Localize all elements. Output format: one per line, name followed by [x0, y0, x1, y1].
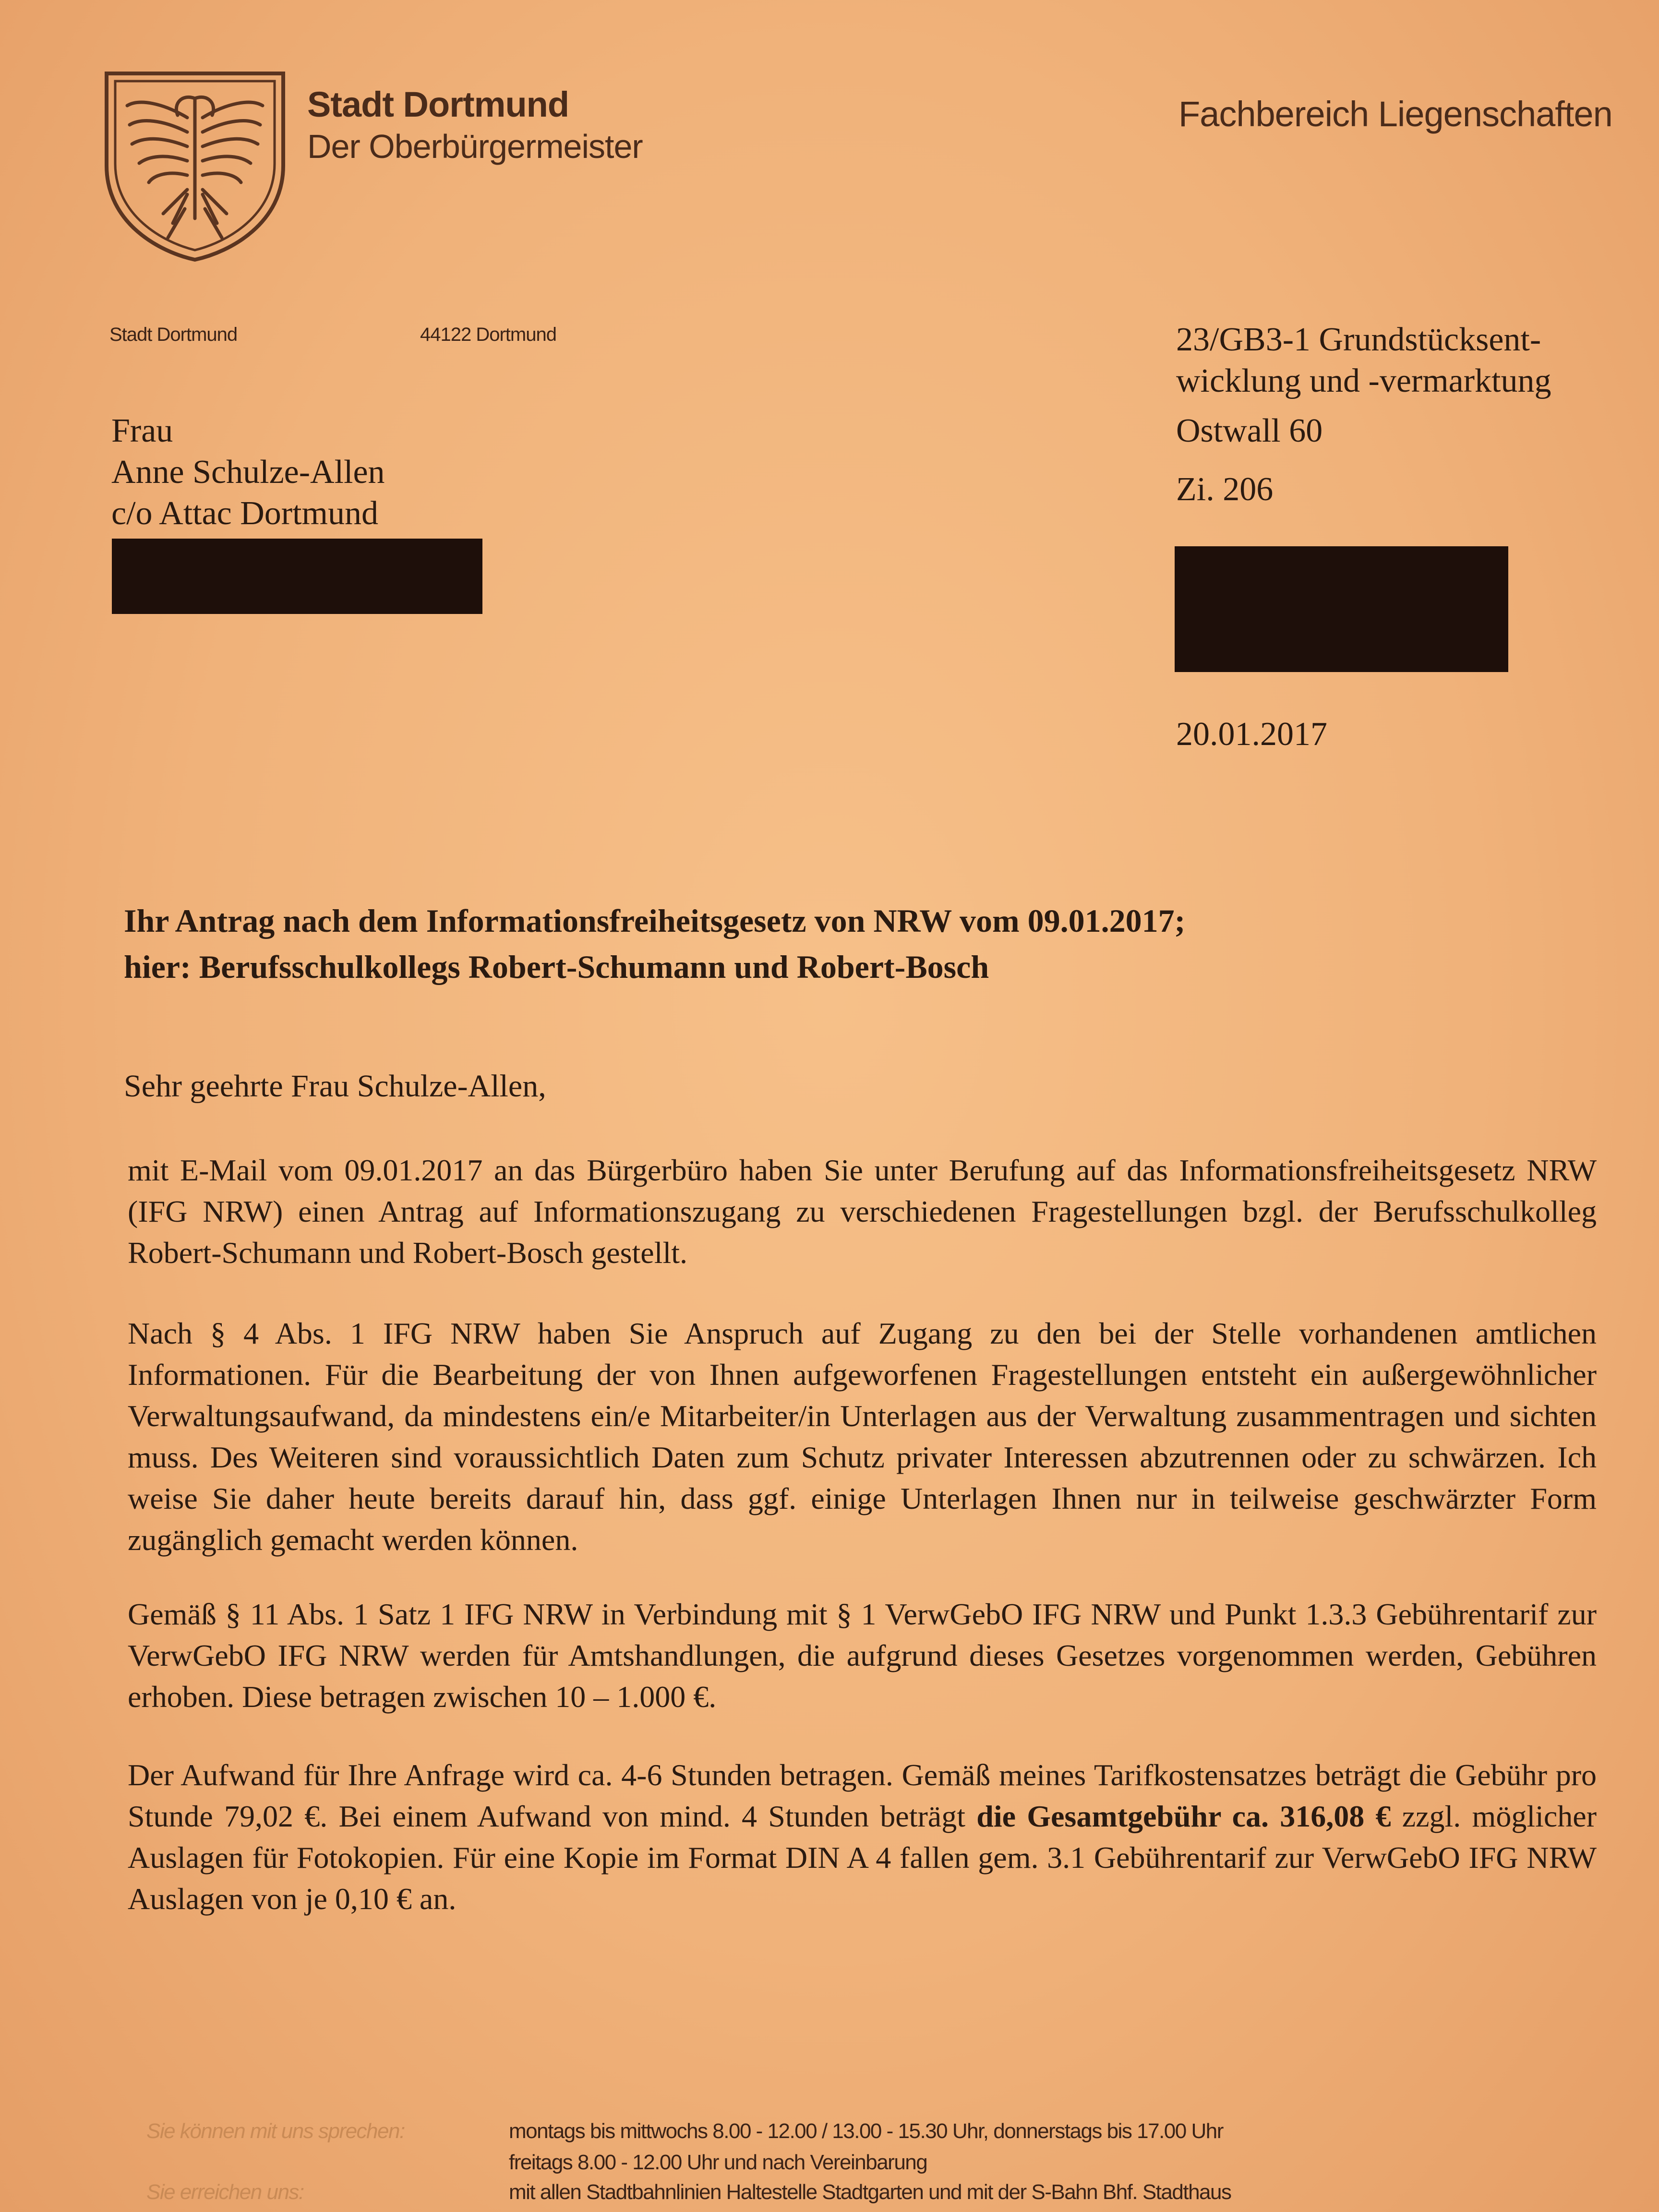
paragraph-3: Gemäß § 11 Abs. 1 Satz 1 IFG NRW in Verbindung mit § 1 VerwGebO IFG NRW und Punkt 1.3.3 Gebührentarif zur VerwGebO IFG NRW werden für Amtshandlungen, die aufgrund dieses Gesetzes vorgenommen werden, Gebühren erhoben. Diese betragen zwischen 10 – 1.000 €.	[128, 1597, 1597, 1714]
footer-transit: mit allen Stadtbahnlinien Haltestelle Stadtgarten und mit der S-Bahn Bhf. Stadthaus	[509, 2180, 1231, 2204]
subject	[124, 898, 1185, 990]
office-block	[1176, 319, 1551, 519]
org-subtitle: Der Oberbürgermeister	[307, 128, 643, 165]
department: Fachbereich Liegenschaften	[1178, 94, 1612, 134]
recipient-co: c/o Attac Dortmund	[111, 495, 379, 532]
paragraph-1: mit E-Mail vom 09.01.2017 an das Bürgerbüro haben Sie unter Berufung auf das Informationsfreiheitsgesetz NRW (IFG NRW) einen Antrag auf Informationszugang zu verschiedenen Fragestellungen bzgl. der Berufsschulkolleg Robert-Schumann und Robert-Bosch gestellt.	[128, 1153, 1597, 1270]
letter-date: 20.01.2017	[1176, 716, 1327, 753]
footer-label-contact: Sie können mit uns sprechen:	[146, 2119, 405, 2143]
paragraph-4-a: Der Aufwand für Ihre Anfrage wird ca. 4-6 Stunden betragen. Gemäß meines Tarifkostensatzes beträgt die Gebühr pro Stunde 79,02 €. Bei einem Aufwand von mind. 4 Stunden beträgt	[128, 1758, 1597, 1833]
paragraph-4	[128, 1755, 1597, 1920]
office-room: Zi. 206	[1176, 471, 1274, 508]
redacted-contact-block	[1175, 546, 1508, 672]
org-name: Stadt Dortmund	[307, 84, 569, 124]
sender-city: Stadt Dortmund	[109, 324, 238, 345]
footer-label-reach: Sie erreichen uns:	[146, 2180, 304, 2204]
recipient-salutation: Frau	[111, 412, 173, 449]
recipient-name: Anne Schulze-Allen	[111, 454, 385, 491]
total-fee: die Gesamtgebühr ca. 316,08 €	[976, 1799, 1391, 1833]
office-street: Ostwall 60	[1176, 412, 1323, 449]
paragraph-4-b: zzgl. möglicher Auslagen für Fotokopien. Für eine Kopie im Format DIN A 4 fallen gem. 3.1 Gebührentarif zur VerwGebO IFG NRW Auslagen von je 0,10 € an.	[128, 1799, 1597, 1916]
paragraph-2: Nach § 4 Abs. 1 IFG NRW haben Sie Anspruch auf Zugang zu den bei der Stelle vorhandenen amtlichen Informationen. Für die Bearbeitung der von Ihnen aufgeworfenen Fragestellungen entsteht ein außergewöhnlicher Verwaltungsaufwand, da mindestens ein/e Mitarbeiter/in Unterlagen aus der Verwaltung zusammentragen und sichten muss. Des Weiteren sind voraussichtlich Daten zum Schutz privater Interessen abzutrennen oder zu schwärzen. Ich weise Sie daher heute bereits darauf hin, dass ggf. einige Unterlagen Ihnen nur in teilweise geschwärzter Form zugänglich gemacht werden können.	[128, 1316, 1597, 1557]
redacted-address-block	[112, 539, 482, 614]
salutation: Sehr geehrte Frau Schulze-Allen,	[124, 1069, 546, 1104]
footer-hours-2: freitags 8.00 - 12.00 Uhr und nach Vereinbarung	[509, 2151, 927, 2174]
office-unit-line1: 23/GB3-1 Grundstücksent-	[1176, 321, 1541, 358]
office-unit-line2: wicklung und -vermarktung	[1176, 362, 1551, 399]
recipient-address	[111, 410, 385, 534]
subject-line2: hier: Berufsschulkollegs Robert-Schumann und Robert-Bosch	[124, 949, 989, 985]
eagle-crest-icon	[101, 70, 289, 262]
footer-hours-1: montags bis mittwochs 8.00 - 12.00 / 13.00 - 15.30 Uhr, donnerstags bis 17.00 Uhr	[509, 2119, 1223, 2143]
subject-line1: Ihr Antrag nach dem Informationsfreiheitsgesetz von NRW vom 09.01.2017;	[124, 902, 1186, 939]
sender-postcode: 44122 Dortmund	[420, 324, 556, 345]
